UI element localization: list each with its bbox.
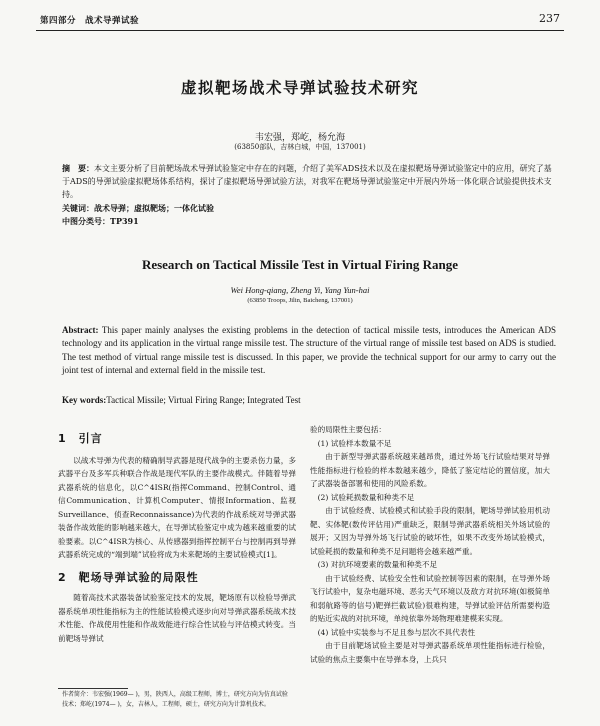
item-4-text: 由于目前靶场试验主要是对导弹武器系统单项性能指标进行检验，试验的焦点主要集中在导弹本身，上兵只 <box>310 641 550 664</box>
abstract-en-text: This paper mainly analyses the existing problems in the detection of tactical missile tests, introduces the American ADS technology and its application in the virtual range missile test. The structure of the virtual range of missile test based on ADS is studied. The test method of virtual range missile test is discussed. In this paper, we provide the technical support for our army to carry out the joint test of internal and external field in the missile test. <box>62 325 556 375</box>
keywords-cn-text: 战术导弹；虚拟靶场；一体化试验 <box>94 203 214 213</box>
author-footnote: 作者简介：韦宏强(1969— )，男，陕西人，高级工程师，博士，研究方向为仿真试验技术；郑屹(1974— )，女，吉林人，工程师，硕士，研究方向为计算机技术。 <box>62 691 288 708</box>
item-3-text: 由于试验经费、试验安全性和试验控制等因素的限制，在导弹外场飞行试验中，复杂电磁环境、恶劣天气环境以及敌方对抗环境(如极简单和弱航路等的信号)靶弹拦截试验)很难构建，导弹试验评估所需要构造的贴近实战的对抗环境，单纯依靠外场物理难建模来实现。 <box>310 573 550 623</box>
item-2-heading: (2) 试验耗损数量和种类不足 <box>317 492 415 502</box>
abstract-cn-text: 本文主要分析了目前靶场战术导弹试验鉴定中存在的问题，介绍了美军ADS技术以及在虚拟靶场导弹试验鉴定中的应用，研究了基于ADS的导弹试验虚拟靶场体系结构，探讨了虚拟靶场导弹试验方法，对我军在靶场导弹试验鉴定中开展内外场一体化联合试验提供技术支持。 <box>62 164 552 199</box>
item-1-heading: (1) 试验样本数量不足 <box>317 438 392 448</box>
affiliation-cn: (63850部队，吉林白城，中国，137001) <box>234 143 366 151</box>
clc-text: TP391 <box>110 216 139 226</box>
authors-en: Wei Hong-qiang, Zheng Yi, Yang Yun-hai <box>230 285 370 295</box>
keywords-cn-block <box>62 202 556 228</box>
abstract-en <box>62 324 556 377</box>
section-1-heading: 1 引言 <box>58 432 103 445</box>
keywords-en <box>62 395 556 405</box>
right-column <box>310 423 550 666</box>
section-1-paragraph: 以战术导弹为代表的精确制导武器是现代战争的主要杀伤力量，多武器平台及多军兵种联合作战是现代军队的主要作战模式。伴随着导弹武器系统的信息化，以C^4ISR(指挥Command、控制Control、通信Communication、计算机Computer、情报Information、监视Surveillance、侦查Reconnaissance)为代表的作战系统对导弹武器装备作战效能的影响越来越大，在导弹试验鉴定中成为越来越重要的试验要素。以C^4ISR为核心、从传感器到指挥控制平台与控制再到导弹武器系统完成的“端到端”试验将成为未来靶场的主要试验模式[1]。 <box>58 455 296 559</box>
right-column-intro: 验的局限性主要包括： <box>310 425 386 434</box>
section-2-paragraph: 随着高技术武器装备试验鉴定技术的发展，靶场原有以检验导弹武器系统单项性能指标为主的性能试验模式逐步向对导弹武器系统战术技术性能、作战使用性能和作战效能进行综合性试验与评估模式转变。当前靶场导弹试 <box>58 593 296 643</box>
keywords-en-label: Key words: <box>62 395 107 405</box>
header-divider <box>36 30 564 31</box>
clc-number <box>62 215 556 228</box>
item-2-text: 由于试验经费、试验模式和试验手段的限制，靶场导弹试验用机动靶、实体靶(数传评估用)严重缺乏，限制导弹武器系统相关外场试验的展开；又因为导弹外场飞行试验的破坏性，如果不改变外场试验模式，试验耗损的数量和种类不足问题将会越来越严重。 <box>310 506 550 556</box>
left-column <box>58 432 296 645</box>
affiliation-en: (63850 Troops, Jilin, Baicheng, 137001) <box>247 297 353 304</box>
keywords-cn <box>62 202 556 215</box>
keywords-cn-label: 关键词： <box>62 203 94 213</box>
item-3-heading: (3) 对抗环境要素的数量和种类不足 <box>317 560 438 569</box>
abstract-en-label: Abstract: <box>62 325 99 335</box>
keywords-en-text: Tactical Missile; Virtual Firing Range; Integrated Test <box>106 395 301 405</box>
clc-label: 中图分类号： <box>62 216 110 226</box>
paper-title-en: Research on Tactical Missile Test in Virtual Firing Range <box>141 257 459 272</box>
footnote-rule <box>58 688 128 689</box>
item-4-heading: (4) 试验中实装参与不足且参与层次不具代表性 <box>317 627 476 637</box>
paper-title-cn: 虚拟靶场战术导弹试验技术研究 <box>180 79 419 97</box>
authors-cn: 韦宏强，郑屹，杨允海 <box>254 133 345 143</box>
section-2-heading: 2 靶场导弹试验的局限性 <box>58 570 199 584</box>
page-number: 237 <box>539 12 560 25</box>
abstract-cn <box>62 162 556 201</box>
item-1-text: 由于新型导弹武器系统越来越昂贵，通过外场飞行试验结果对导弹性能指标进行检验的样本数越来越少，降低了鉴定结论的置信度，加大了武器装备部署和使用的风险系数。 <box>310 452 550 488</box>
abstract-cn-label: 摘 要： <box>62 163 94 173</box>
running-title: 第四部分 战术导弹试验 <box>40 16 140 26</box>
